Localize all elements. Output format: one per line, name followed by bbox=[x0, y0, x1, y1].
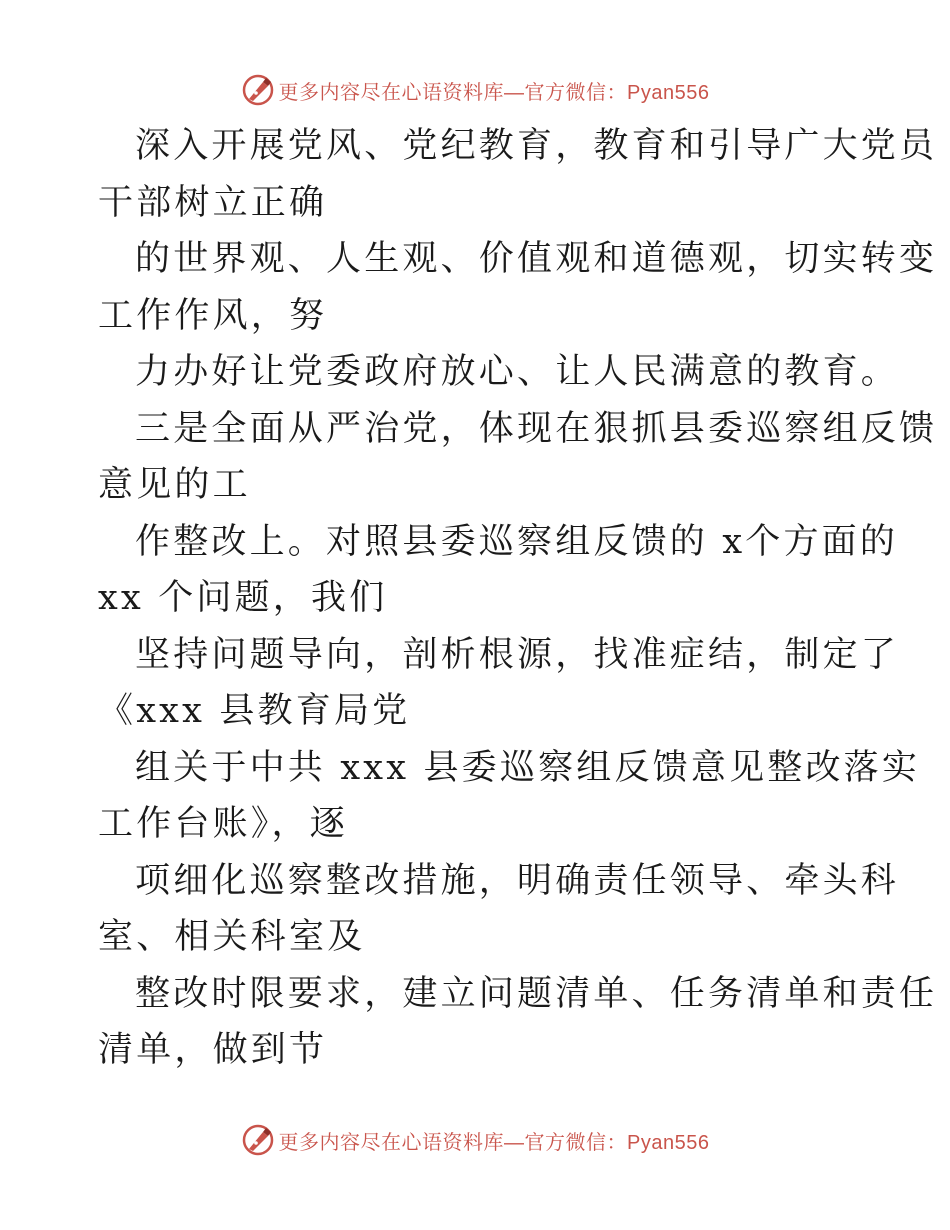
text-line: 工作作风，努 bbox=[98, 295, 328, 336]
footer-banner-text: 更多内容尽在心语资料库—官方微信：Pyan556 bbox=[278, 1131, 710, 1154]
text-line: xx 个问题，我们 bbox=[98, 578, 388, 618]
text-line: 项细化巡察整改措施，明确责任领导、牵头科 bbox=[135, 860, 900, 901]
text-line: 深入开展党风、党纪教育，教育和引导广大党员 bbox=[135, 126, 938, 166]
text-line: 力办好让党委政府放心、让人民满意的教育。 bbox=[135, 352, 900, 392]
text-line: 整改时限要求，建立问题清单、任务清单和责任 bbox=[135, 973, 938, 1014]
header-banner-text: 更多内容尽在心语资料库—官方微信：Pyan556 bbox=[278, 81, 710, 104]
text-line: 意见的工 bbox=[98, 465, 251, 505]
text-line: 组关于中共 xxx 县委巡察组反馈意见整改落实 bbox=[135, 747, 921, 788]
text-line: 《xxx 县教育局党 bbox=[98, 691, 411, 731]
text-line: 工作台账》，逐 bbox=[98, 804, 348, 844]
text-line: 的世界观、人生观、价值观和道德观，切实转变 bbox=[135, 239, 938, 279]
pen-nib-logo-icon bbox=[241, 1123, 275, 1157]
header-banner bbox=[0, 70, 950, 110]
text-line: 室、相关科室及 bbox=[98, 917, 366, 957]
document-body bbox=[98, 118, 938, 1079]
text-line: 清单，做到节 bbox=[98, 1030, 328, 1070]
pen-nib-logo-icon bbox=[241, 73, 275, 107]
footer-banner bbox=[0, 1120, 950, 1160]
text-line: 三是全面从严治党，体现在狠抓县委巡察组反馈 bbox=[135, 408, 938, 449]
text-line: 坚持问题导向，剖析根源，找准症结，制定了 bbox=[135, 634, 900, 675]
text-line: 作整改上。对照县委巡察组反馈的 x个方面的 bbox=[135, 521, 899, 562]
text-line: 干部树立正确 bbox=[98, 182, 328, 223]
